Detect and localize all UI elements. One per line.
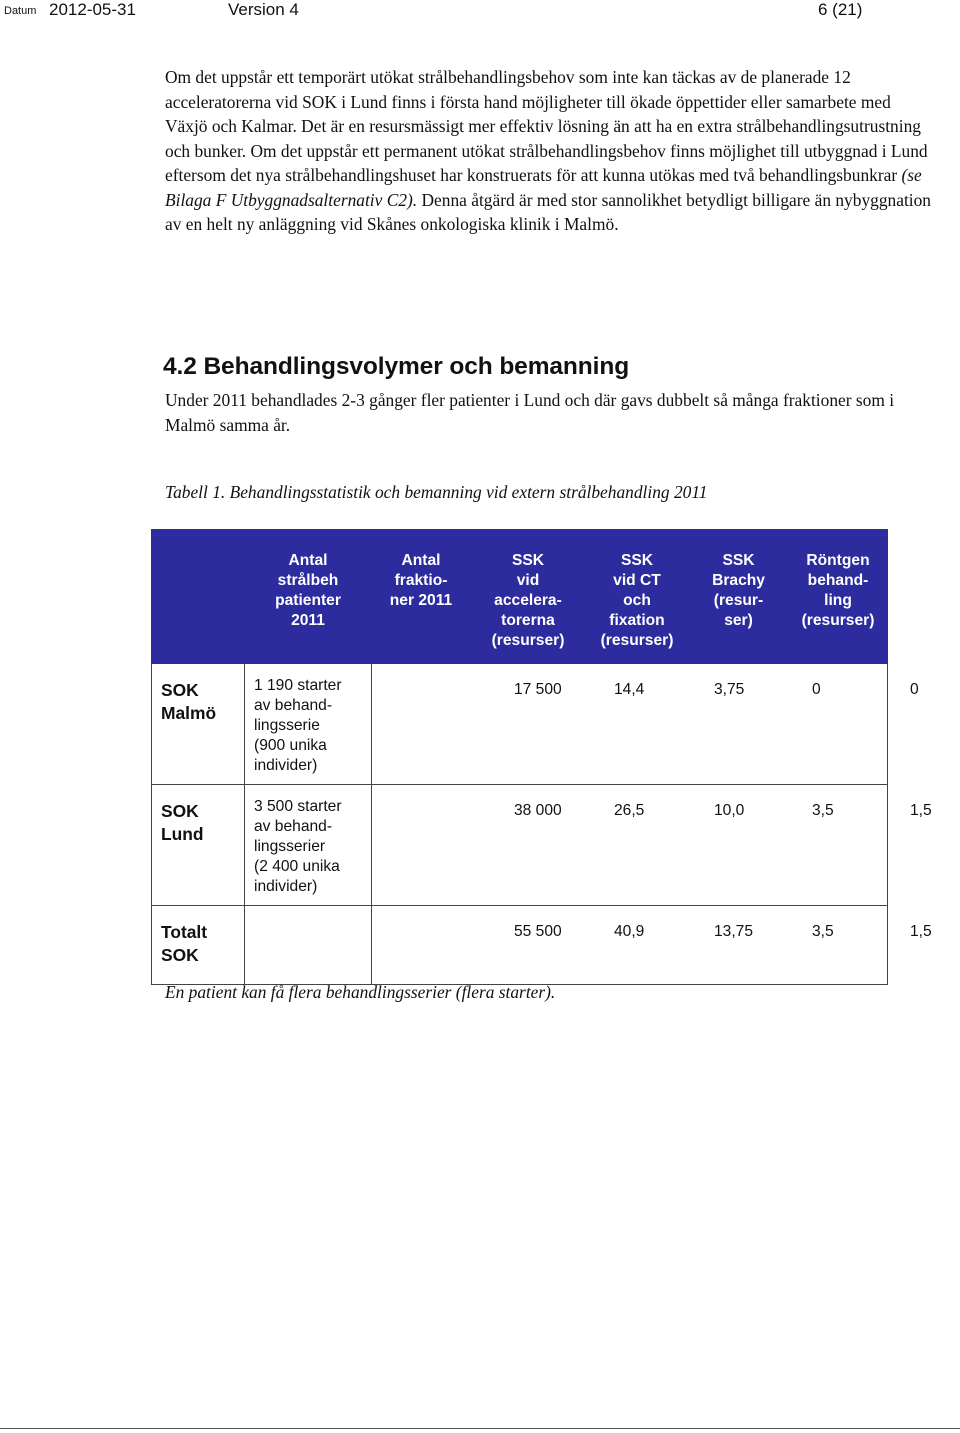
- body-paragraph: [165, 65, 935, 237]
- patients-line: individer): [254, 757, 318, 774]
- value-5: 1,5: [910, 923, 932, 940]
- value-1: 17 500: [514, 681, 562, 698]
- header-cell: [689, 530, 789, 664]
- header-line: patienter: [275, 592, 341, 609]
- row-label-line: SOK: [161, 680, 199, 700]
- row-label-line: Lund: [161, 824, 204, 844]
- datum-label: Datum: [4, 5, 37, 17]
- value-5: 0: [910, 681, 919, 698]
- value-5: 1,5: [910, 802, 932, 819]
- patients-line: individer): [254, 878, 318, 895]
- values-cell: [372, 785, 932, 906]
- header-line: SSK: [722, 552, 755, 569]
- header-cell: [586, 530, 689, 664]
- patients-line: (900 unika: [254, 737, 327, 754]
- row-label-line: Totalt: [161, 922, 208, 942]
- value-3: 10,0: [714, 802, 745, 819]
- patients-line: av behand-: [254, 697, 333, 714]
- header-line: Brachy: [712, 572, 765, 589]
- patients-line: lingsserie: [254, 717, 320, 734]
- value-3: 3,75: [714, 681, 745, 698]
- statistics-table: [151, 529, 932, 985]
- row-label-line: SOK: [161, 801, 199, 821]
- table-row: [152, 664, 888, 785]
- patients-cell: [245, 664, 372, 785]
- table-row: [152, 906, 888, 985]
- table-header-row: [152, 530, 888, 664]
- paragraph-text-cont: Denna åtgärd är med stor sannolikhet betydligt billigare än nybyggnation av en helt ny anläggning vid Skånes onkologiska klinik i Malmö.: [165, 189, 931, 234]
- table-footnote: En patient kan få flera behandlingsserier (flera starter).: [165, 982, 556, 1002]
- value-1: 38 000: [514, 802, 562, 819]
- patients-cell: [245, 785, 372, 906]
- header-line: SSK: [511, 552, 545, 569]
- paragraph-text: Om det uppstår ett temporärt utökat strålbehandlingsbehov som inte kan täckas av de planerade 12 acceleratorerna vid SOK i Lund finns i första hand möjligheter till ökade öppettider eller samarbete med Växjö och Kalmar. Det är en resursmässigt mer effektiv lösning än att ha en extra strålbehandlingsutrustning och bunker. Om det uppstår ett permanent utökat strålbehandlingsbehov finns möjlighet till utbyggnad i Lund eftersom det nya strålbehandlingshuset har konstruerats för att kunna utökas med två behandlingsbunkrar: [165, 67, 928, 185]
- value-2: 40,9: [614, 923, 645, 940]
- page-header: [0, 0, 960, 24]
- patients-cell: [245, 906, 372, 985]
- patients-line: 3 500 starter: [254, 798, 342, 815]
- header-line: ner 2011: [389, 592, 453, 609]
- value-3: 13,75: [714, 923, 754, 940]
- header-cell: [245, 530, 372, 664]
- row-label: [152, 906, 245, 985]
- header-line: Röntgen: [806, 552, 870, 569]
- section-paragraph: Under 2011 behandlades 2-3 gånger fler patienter i Lund och där gavs dubbelt så många fraktioner som i Malmö samma år.: [165, 390, 895, 435]
- header-line: fraktio-: [394, 572, 448, 589]
- paragraph-reference: (se Bilaga F Utbyggnadsalternativ C2).: [165, 165, 922, 210]
- document-date: 2012-05-31: [49, 0, 136, 19]
- header-line: 2011: [291, 612, 325, 629]
- page-number: 6 (21): [818, 0, 863, 19]
- header-line: vid CT: [613, 572, 661, 589]
- value-4: 3,5: [812, 802, 834, 819]
- row-label-line: Malmö: [161, 703, 217, 723]
- row-label-line: SOK: [161, 945, 199, 965]
- header-line: behand-: [807, 572, 869, 589]
- header-line: och: [623, 592, 651, 609]
- section-heading: 4.2 Behandlingsvolymer och bemanning: [163, 353, 630, 380]
- header-line: ling: [824, 592, 852, 609]
- patients-line: lingsserier: [254, 838, 326, 855]
- header-cell: [789, 530, 888, 664]
- value-4: 0: [812, 681, 821, 698]
- document-version: Version 4: [228, 0, 299, 19]
- table-caption: Tabell 1. Behandlingsstatistik och bemanning vid extern strålbehandling 2011: [165, 482, 708, 502]
- header-line: Antal: [288, 552, 328, 569]
- header-line: (resurser): [801, 612, 875, 629]
- values-cell: [372, 906, 932, 985]
- header-line: (resur-: [713, 592, 764, 609]
- header-line: fixation: [609, 612, 665, 629]
- footer-divider: [0, 1428, 960, 1429]
- value-1: 55 500: [514, 923, 562, 940]
- patients-line: 1 190 starter: [254, 677, 342, 694]
- header-line: SSK: [620, 552, 654, 569]
- patients-line: av behand-: [254, 818, 333, 835]
- header-line: strålbeh: [277, 572, 339, 589]
- value-2: 14,4: [614, 681, 645, 698]
- header-cell: [372, 530, 471, 664]
- header-cell-empty: [152, 530, 245, 664]
- row-label: [152, 785, 245, 906]
- header-line: (resurser): [600, 632, 674, 649]
- patients-line: (2 400 unika: [254, 858, 340, 875]
- header-line: Antal: [401, 552, 441, 569]
- header-line: accelera-: [494, 592, 562, 609]
- header-line: vid: [516, 572, 540, 589]
- header-line: ser): [724, 612, 753, 629]
- header-cell: [471, 530, 586, 664]
- values-cell: [372, 664, 919, 785]
- table-row: [152, 785, 888, 906]
- value-2: 26,5: [614, 802, 645, 819]
- header-line: torerna: [501, 612, 555, 629]
- table-body: [152, 664, 932, 985]
- row-label: [152, 664, 245, 785]
- header-line: (resurser): [491, 632, 565, 649]
- value-4: 3,5: [812, 923, 834, 940]
